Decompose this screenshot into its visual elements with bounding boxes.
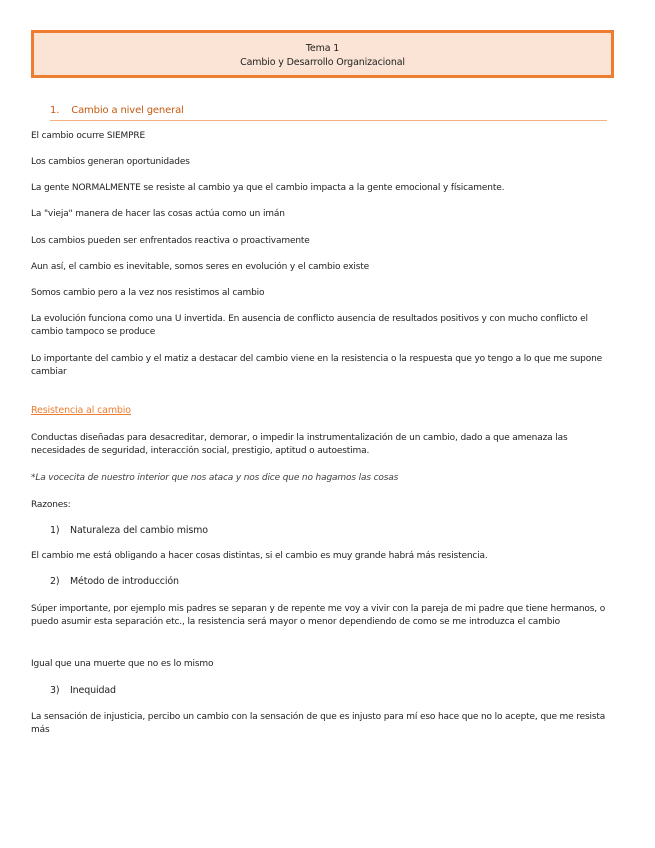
paragraph: La evolución funciona como una U invertida. En ausencia de conflicto ausencia de resultados positivos y con mucho conflicto el cambio tampoco se produce (31, 314, 588, 337)
document-title: Cambio y Desarrollo Organizacional (240, 57, 405, 68)
paragraph: La "vieja" manera de hacer las cosas actúa como un imán (31, 209, 285, 219)
section-number: 1. (50, 105, 60, 116)
paragraph: Los cambios generan oportunidades (31, 157, 190, 167)
document-topic: Tema 1 (305, 43, 340, 54)
paragraph: Los cambios pueden ser enfrentados reactiva o proactivamente (31, 236, 310, 246)
italic-note: *La vocecita de nuestro interior que nos ataca y nos dice que no hagamos las cosas (31, 473, 399, 483)
paragraph: Aun así, el cambio es inevitable, somos seres en evolución y el cambio existe (31, 262, 370, 272)
reasons-label: Razones: (31, 500, 71, 510)
section-heading (50, 104, 607, 121)
paragraph: El cambio me está obligando a hacer cosas distintas, si el cambio es muy grande habrá más resistencia. (31, 551, 488, 561)
paragraph: La gente NORMALMENTE se resiste al cambio ya que el cambio impacta a la gente emocional y físicamente. (31, 183, 505, 193)
paragraph: Súper importante, por ejemplo mis padres se separan y de repente me voy a vivir con la pareja de mi padre que tiene hermanos, o puedo asumir esta separación etc., la resistencia será mayor o menor dependiendo de como se me introduzca el cambio (31, 604, 606, 627)
subsection-heading: Resistencia al cambio (31, 405, 131, 416)
reason-number: 3) (50, 685, 60, 696)
section-title: Cambio a nivel general (71, 105, 184, 116)
paragraph: Lo importante del cambio y el matiz a destacar del cambio viene en la resistencia o la respuesta que yo tengo a lo que me supone cambiar (31, 354, 603, 377)
reason-number: 2) (50, 576, 60, 587)
definition-paragraph: Conductas diseñadas para desacreditar, demorar, o impedir la instrumentalización de un cambio, dado a que amenaza las necesidades de seguridad, interacción social, prestigio, aptitud o autoestima. (31, 433, 568, 456)
title-box (31, 30, 614, 78)
reason-title: Inequidad (70, 685, 116, 696)
reason-item (50, 525, 208, 536)
paragraph: La sensación de injusticia, percibo un cambio con la sensación de que es injusto para mí eso hace que no lo acepte, que me resista más (31, 712, 606, 735)
reason-title: Método de introducción (70, 576, 179, 587)
reason-item (50, 576, 179, 587)
reason-item (50, 685, 116, 696)
reason-number: 1) (50, 525, 60, 536)
reason-title: Naturaleza del cambio mismo (70, 525, 208, 536)
paragraph: Somos cambio pero a la vez nos resistimos al cambio (31, 288, 265, 298)
paragraph: El cambio ocurre SIEMPRE (31, 131, 146, 141)
paragraph: Igual que una muerte que no es lo mismo (31, 659, 214, 669)
